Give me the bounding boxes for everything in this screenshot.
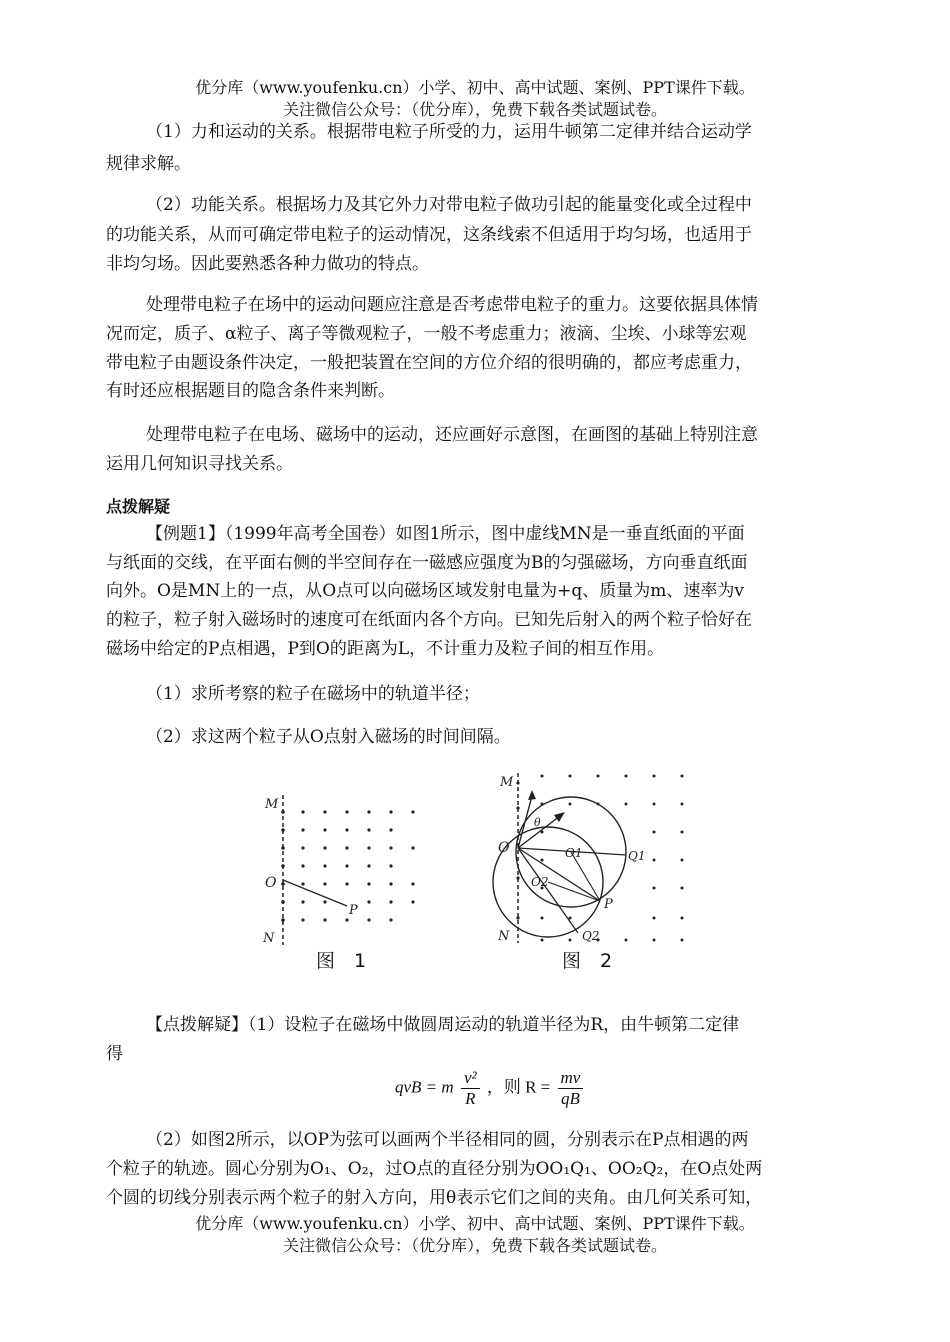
solution-part2-line-2: 个粒子的轨迹。圆心分别为O₁、O₂，过O点的直径分别为OO₁Q₁、OO₂Q₂，在O点处两 [106,1159,763,1179]
fraction-2-denominator: qB [561,1089,580,1108]
fraction-mv-over-qb [558,1068,584,1109]
label-o: O [265,875,277,891]
para3-line-1: 处理带电粒子在场中的运动问题应注意是否考虑带电粒子的重力。这要依据具体情 [146,295,758,315]
figure-2 [490,768,700,948]
label-q2: Q2 [582,929,600,943]
example-line-2: 与纸面的交线，在平面右侧的半空间存在一磁感应强度为B的匀强磁场，方向垂直纸面 [106,553,748,573]
field-dots [516,775,683,942]
figure-1-caption: 图 1 [316,950,367,972]
diameter-oq2 [518,848,578,933]
label-n: N [263,931,275,946]
fraction-1-numerator: v² [461,1068,480,1089]
label-n: N [498,929,510,944]
figure-1 [255,790,425,950]
solution-part2-line-1: （2）如图2所示，以OP为弦可以画两个半径相同的圆，分别表示在P点相遇的两 [146,1130,749,1150]
label-o: O [498,840,510,856]
equation-mid: ，则 R = [486,1077,551,1097]
example-line-1: 【例题1】（1999年高考全国卷）如图1所示，图中虚线MN是一垂直纸面的平面 [146,524,745,544]
para3-line-2: 况而定，质子、α粒子、离子等微观粒子，一般不考虑重力；液滴、尘埃、小球等宏观 [106,324,747,344]
para4-line-2: 运用几何知识寻找关系。 [106,454,293,474]
footer-line-2: 关注微信公众号：（优分库），免费下载各类试题试卷。 [282,1236,667,1255]
solution-line-1: 【点拨解疑】（1）设粒子在磁场中做圆周运动的轨道半径为R，由牛顿第二定律 [146,1015,740,1035]
label-p: P [349,903,358,918]
fraction-2-numerator: mv [558,1068,584,1089]
solution-line-2: 得 [106,1044,123,1064]
header-line-1: 优分库（www.youfenku.cn）小学、初中、高中试题、案例、PPT课件下载。 [195,78,755,97]
para3-line-3: 带电粒子由题设条件决定，一般把装置在空间的方位介绍的很明确的，都应考虑重力， [106,353,752,373]
para2-line-2: 的功能关系，从而可确定带电粒子的运动情况，这条线索不但适用于均匀场，也适用于 [106,225,752,245]
label-p: P [604,897,613,912]
fraction-1-denominator: R [465,1089,476,1108]
header-line-2: 关注微信公众号：（优分库），免费下载各类试题试卷。 [282,100,667,119]
para3-line-4: 有时还应根据题目的隐含条件来判断。 [106,381,395,401]
arrowhead-2 [554,812,565,822]
label-q1: Q1 [628,849,646,863]
segment-op [283,880,347,906]
question-1: （1）求所考察的粒子在磁场中的轨道半径； [146,684,480,704]
question-2: （2）求这两个粒子从O点射入磁场的时间间隔。 [146,727,511,747]
arrowhead-1 [528,790,536,800]
example-line-5: 磁场中给定的P点相遇，P到O的距离为L，不计重力及粒子间的相互作用。 [106,639,665,659]
para1-line-1: （1）力和运动的关系。根据带电粒子所受的力，运用牛顿第二定律并结合运动学 [146,122,752,142]
solution-part2-line-3: 个圆的切线分别表示两个粒子的射入方向，用θ表示它们之间的夹角。由几何关系可知， [106,1188,763,1208]
label-o2: O2 [531,875,549,889]
figure-2-caption: 图 2 [562,950,613,972]
equation [395,1068,586,1109]
label-m: M [500,775,514,790]
field-dots [281,810,414,922]
para1-line-2: 规律求解。 [106,154,191,174]
velocity-arrow-1 [518,796,532,848]
para2-line-1: （2）功能关系。根据场力及其它外力对带电粒子做功引起的能量变化或全过程中 [146,195,752,215]
para4-line-1: 处理带电粒子在电场、磁场中的运动，还应画好示意图，在画图的基础上特别注意 [146,425,758,445]
fraction-v2-over-r [461,1068,480,1109]
footer-line-1: 优分库（www.youfenku.cn）小学、初中、高中试题、案例、PPT课件下载。 [195,1214,755,1233]
para2-line-3: 非均匀场。因此要熟悉各种力做功的特点。 [106,254,429,274]
example-line-3: 向外。O是MN上的一点，从O点可以向磁场区域发射电量为+q、质量为m、速率为v [106,581,745,601]
example-line-4: 的粒子，粒子射入磁场时的速度可在纸面内各个方向。已知先后射入的两个粒子恰好在 [106,610,752,630]
label-theta: θ [534,816,541,829]
label-o1: O1 [565,846,583,860]
equation-lhs: qvB = m [395,1077,454,1097]
section-title: 点拨解疑 [106,497,171,516]
label-m: M [265,797,279,812]
